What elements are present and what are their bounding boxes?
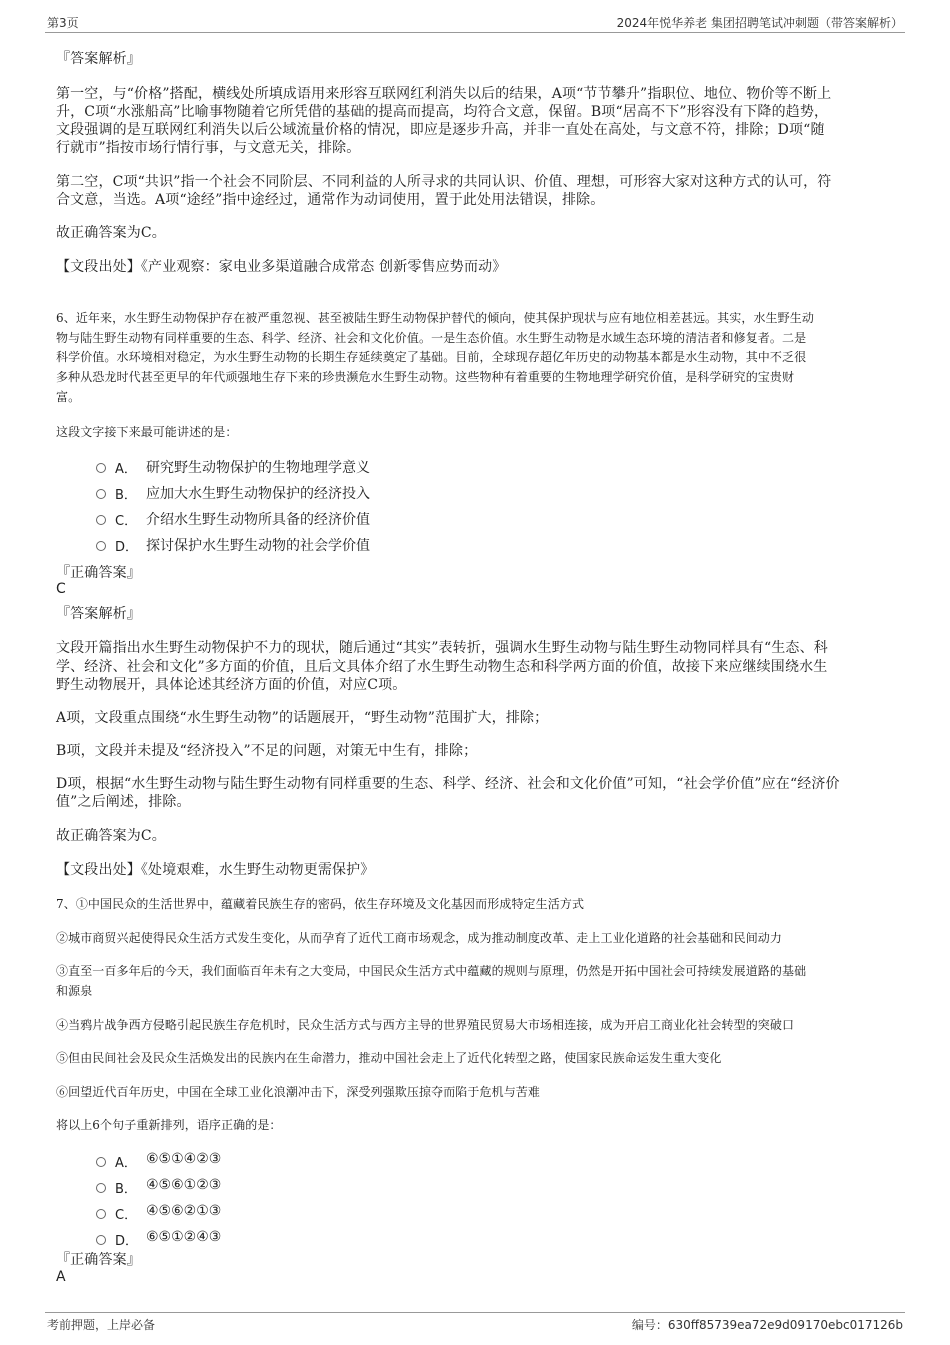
page-header (45, 12, 905, 33)
q5-analysis-line: 合文意，当选。A项“途经”指中途经过，通常作为动词使用，置于此处用法错误，排除。 (56, 192, 605, 208)
q7-sentence-1: 7、①中国民众的生活世界中，蕴藏着民族生存的密码，依生存环境及文化基因而形成特定生活方式 (56, 897, 585, 911)
q6-conclusion: 故正确答案为C。 (56, 828, 166, 844)
q6-correct-label: 『正确答案』 (56, 565, 141, 581)
q6-analysis-line: B项，文段并未提及“经济投入”不足的问题，对策无中生有，排除； (56, 743, 478, 759)
q5-analysis-line: 升，C项“水涨船高”比喻事物随着它所凭借的基础的提高而提高，均符合文意，保留。B项“居高不下”形容没有下降的趋势， (56, 104, 829, 120)
q6-analysis-line: D项，根据“水生野生动物与陆生野生动物有同样重要的生态、科学、经济、社会和文化价值”可知，“社会学价值”应在“经济价 (56, 776, 840, 792)
q5-analysis-line: 第一空，与“价格”搭配，横线处所填成语用来形容互联网红利消失以后的结果，A项“节节攀升”指职位、地位、物价等不断上 (56, 86, 832, 102)
q7-sentence-3: ③直至一百多年后的今天，我们面临百年未有之大变局，中国民众生活方式中蕴藏的规则与原理，仍然是开拓中国社会可持续发展道路的基础 (56, 964, 807, 978)
q7-correct-label: 『正确答案』 (56, 1252, 141, 1268)
q7-question: 将以上6个句子重新排列，语序正确的是： (56, 1118, 282, 1132)
q7-sentence-4: ④当鸦片战争西方侵略引起民族生存危机时，民众生活方式与西方主导的世界殖民贸易大市场相连接，成为开启工商业化社会转型的突破口 (56, 1018, 795, 1032)
footer-slogan: 考前押题，上岸必备 (47, 1318, 156, 1332)
radio-icon[interactable] (96, 1183, 106, 1193)
q5-source: 【文段出处】《产业观察：家电业多渠道融合成常态 创新零售应势而动》 (56, 259, 507, 275)
q6-analysis-line: A项，文段重点围绕“水生野生动物”的话题展开，“野生动物”范围扩大，排除； (56, 710, 549, 726)
q6-analysis-label: 『答案解析』 (56, 606, 141, 622)
q6-analysis-line: 野生动物展开，具体论述其经济方面的价值，对应C项。 (56, 677, 407, 693)
radio-icon[interactable] (96, 541, 106, 551)
document-title: 2024年悦华养老 集团招聘笔试冲刺题（带答案解析） (616, 16, 903, 30)
q6-analysis-line: 值”之后阐述，排除。 (56, 794, 191, 810)
q7-sentence-5: ⑤但由民间社会及民众生活焕发出的民族内在生命潜力，推动中国社会走上了近代化转型之路，使国家民族命运发生重大变化 (56, 1051, 722, 1065)
q6-option-d[interactable]: D． 探讨保护水生野生动物的社会学价值 (96, 534, 396, 554)
q6-stem-line: 多种从恐龙时代甚至更早的年代顽强地生存下来的珍贵濒危水生野生动物。这些物种有着重要的生物地理学研究价值，是科学研究的宝贵财 (56, 370, 795, 384)
q5-analysis-line: 第二空，C项“共识”指一个社会不同阶层、不同利益的人所寻求的共同认识、价值、理想，可形容大家对这种方式的认可，符 (56, 174, 832, 190)
q7-sentence-6: ⑥回望近代百年历史，中国在全球工业化浪潮冲击下，深受列强欺压掠夺而陷于危机与苦难 (56, 1085, 541, 1099)
q6-stem-line: 富。 (56, 390, 81, 404)
q7-option-a[interactable]: A． ⑥⑤①④②③ (96, 1150, 356, 1170)
q6-source: 【文段出处】《处境艰难，水生野生动物更需保护》 (56, 862, 375, 878)
radio-icon[interactable] (96, 489, 106, 499)
q7-correct-answer: A (56, 1269, 66, 1285)
radio-icon[interactable] (96, 1235, 106, 1245)
q7-option-b[interactable]: B． ④⑤⑥①②③ (96, 1176, 356, 1196)
q6-stem-line: 6、近年来，水生野生动物保护存在被严重忽视、甚至被陆生野生动物保护替代的倾向，使其保护现状与应有地位相差甚远。其实，水生野生动 (56, 311, 814, 325)
q5-analysis-line: 文段强调的是互联网红利消失以后公域流量价格的情况，即应是逐步升高，并非一直处在高处，与文意不符，排除；D项“随 (56, 122, 825, 138)
radio-icon[interactable] (96, 1209, 106, 1219)
q6-stem-line: 物与陆生野生动物有同样重要的生态、科学、经济、社会和文化价值。一是生态价值。水生野生动物是水域生态环境的清洁者和修复者。二是 (56, 331, 807, 345)
q6-option-a[interactable]: A． 研究野生动物保护的生物地理学意义 (96, 456, 396, 476)
radio-icon[interactable] (96, 515, 106, 525)
q7-sentence-3-cont: 和源泉 (56, 984, 93, 998)
q6-analysis-line: 文段开篇指出水生野生动物保护不力的现状，随后通过“其实”表转折，强调水生野生动物与陆生野生动物同样具有“生态、科 (56, 640, 828, 656)
q5-analysis-label: 『答案解析』 (56, 51, 141, 67)
q6-option-b[interactable]: B． 应加大水生野生动物保护的经济投入 (96, 482, 396, 502)
q6-question: 这段文字接下来最可能讲述的是： (56, 425, 238, 439)
q6-analysis-line: 学、经济、社会和文化”多方面的价值，且后文具体介绍了水生野生动物生态和科学两方面的价值，故接下来应继续围绕水生 (56, 659, 828, 675)
page-footer (45, 1312, 905, 1333)
q5-analysis-line: 行就市”指按市场行情行事，与文意无关，排除。 (56, 140, 361, 156)
q7-sentence-2: ②城市商贸兴起使得民众生活方式发生变化，从而孕育了近代工商市场观念，成为推动制度改革、走上工业化道路的社会基础和民间动力 (56, 931, 783, 945)
radio-icon[interactable] (96, 463, 106, 473)
q7-option-c[interactable]: C． ④⑤⑥②①③ (96, 1202, 356, 1222)
q7-option-d[interactable]: D． ⑥⑤①②④③ (96, 1228, 356, 1248)
document-code: 编号：630ff85739ea72e9d09170ebc017126b (631, 1318, 903, 1332)
q5-conclusion: 故正确答案为C。 (56, 225, 166, 241)
q6-stem-line: 科学价值。水环境相对稳定，为水生野生动物的长期生存延续奠定了基础。目前，全球现存超亿年历史的动物基本都是水生动物，其中不乏很 (56, 350, 807, 364)
q6-option-c[interactable]: C． 介绍水生野生动物所具备的经济价值 (96, 508, 396, 528)
q6-correct-answer: C (56, 581, 66, 597)
page-number: 第3页 (47, 16, 79, 30)
radio-icon[interactable] (96, 1157, 106, 1167)
